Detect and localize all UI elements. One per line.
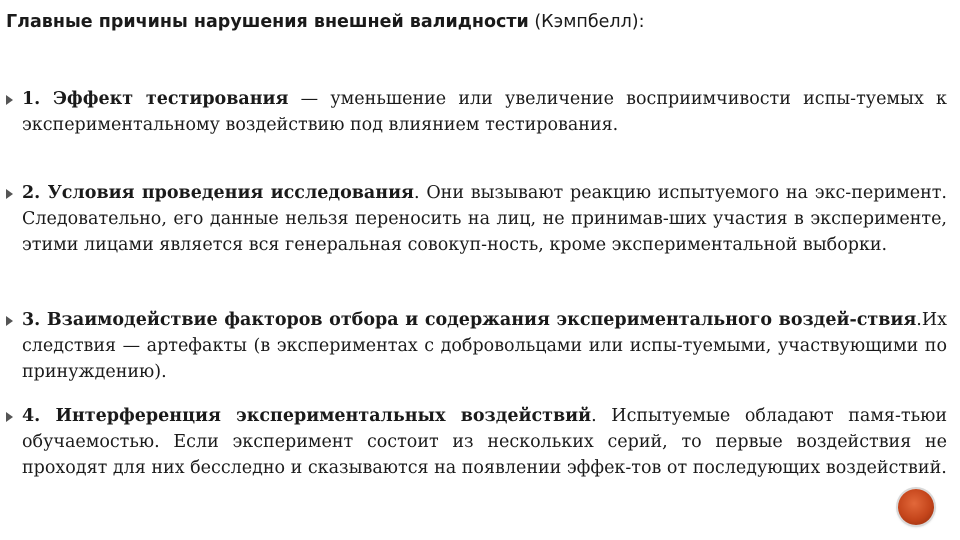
item-text: . Испытуемые обладают памя-тьюи обучаемостью. Если эксперимент состоит из нескольких серий, то первые воздействия не проходят для них бесследно и сказываются на появлении эффек-тов от последующих воздействий. (22, 406, 947, 478)
item-number: 3. (22, 310, 47, 330)
bullet-arrow-icon (6, 95, 13, 105)
decorative-circle-icon (898, 489, 934, 525)
item-number: 4. (22, 406, 56, 426)
item-text: .Их следствия — артефакты (в экспериментах с добровольцами или испы-туемыми, участвующими по принуждению). (22, 310, 947, 382)
bullet-arrow-icon (6, 316, 13, 326)
slide-title-normal: (Кэмпбелл): (528, 12, 645, 32)
item-heading: Эффект тестирования (53, 89, 289, 109)
list-item-1 (22, 86, 947, 138)
item-number: 1. (22, 89, 54, 109)
item-text: — уменьшение или увеличение восприимчивости испы-туемых к экспериментальному воздействию под влиянием тестирования. (22, 89, 947, 135)
item-heading: Взаимодействие факторов отбора и содержания экспериментального воздей-ствия (46, 310, 917, 330)
list-item-3 (22, 307, 947, 385)
item-heading: Интерференция экспериментальных воздействий (55, 406, 592, 426)
slide-title-bold: Главные причины нарушения внешней валидности (6, 12, 529, 32)
list-item-4 (22, 403, 947, 481)
item-heading: Условия проведения исследования (47, 183, 414, 203)
item-text: . Они вызывают реакцию испытуемого на экс-перимент. Следовательно, его данные нельзя переносить на лиц, не принимав-ших участия в эксперименте, этими лицами является вся генеральная совокуп-ность, кроме экспериментальной выборки. (22, 183, 947, 255)
item-number: 2. (22, 183, 48, 203)
bullet-arrow-icon (6, 189, 13, 199)
slide-title (6, 10, 946, 34)
list-item-2 (22, 180, 947, 258)
bullet-arrow-icon (6, 412, 13, 422)
